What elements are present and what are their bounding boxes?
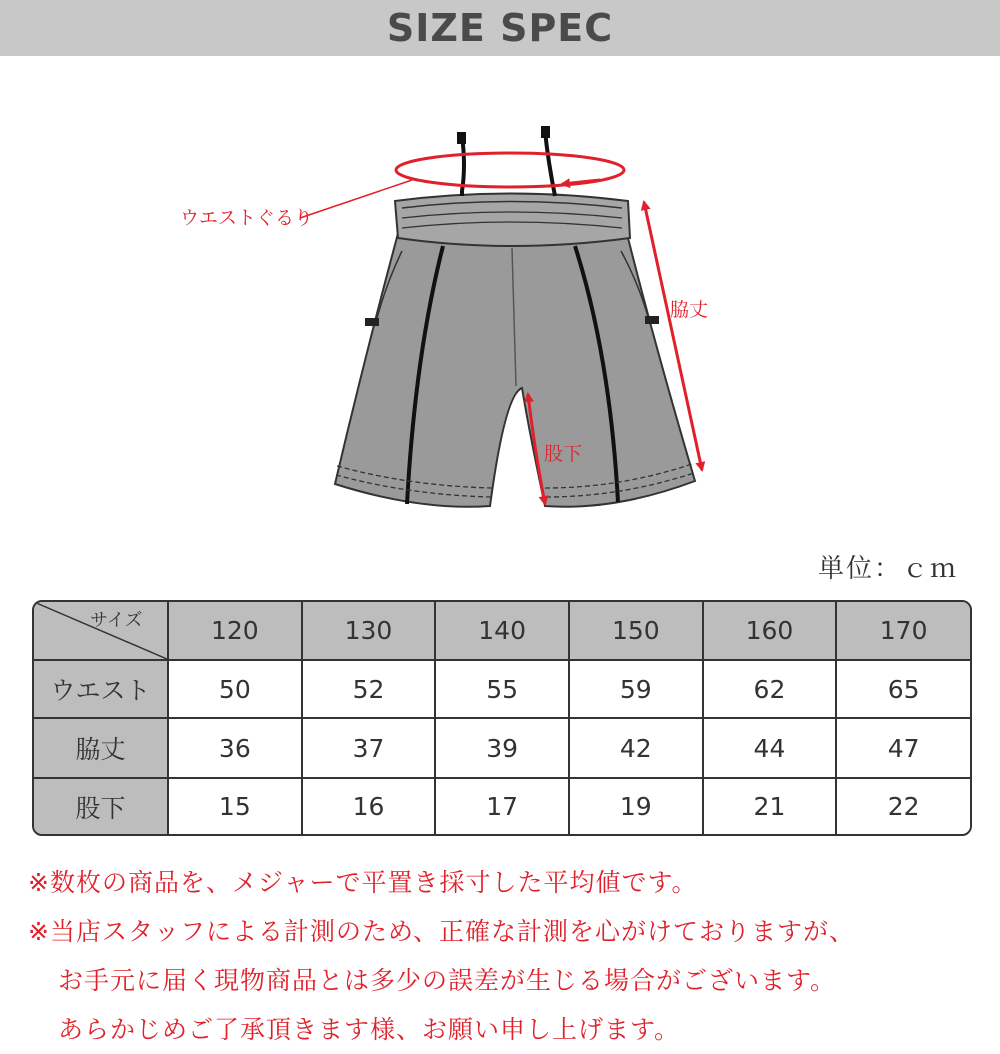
table-cell: 22 — [836, 778, 970, 834]
table-row-side-length — [34, 718, 970, 778]
table-cell: 55 — [435, 660, 569, 718]
table-cell: 36 — [168, 718, 302, 778]
inseam-label: 股下 — [544, 443, 583, 465]
table-header-row — [34, 602, 970, 660]
size-column-header: 170 — [836, 602, 970, 660]
table-cell: 37 — [302, 718, 436, 778]
table-cell: 16 — [302, 778, 436, 834]
notes-section — [28, 858, 988, 1054]
size-column-header: 130 — [302, 602, 436, 660]
row-label: 股下 — [34, 778, 168, 834]
table-cell: 52 — [302, 660, 436, 718]
table-cell: 65 — [836, 660, 970, 718]
table-row-inseam — [34, 778, 970, 834]
table-cell: 15 — [168, 778, 302, 834]
size-column-header: 140 — [435, 602, 569, 660]
unit-label: 単位：ｃｍ — [817, 554, 958, 584]
side-length-label: 脇丈 — [670, 299, 709, 321]
size-column-header: 150 — [569, 602, 703, 660]
header-bar — [0, 0, 1000, 56]
note-line: お手元に届く現物商品とは多少の誤差が生じる場合がございます。 — [58, 966, 837, 995]
row-label: 脇丈 — [34, 718, 168, 778]
size-table — [32, 600, 972, 836]
size-column-header: 120 — [168, 602, 302, 660]
table-corner-cell — [34, 602, 168, 660]
table-cell: 21 — [703, 778, 837, 834]
table-cell: 62 — [703, 660, 837, 718]
note-line: ※当店スタッフによる計測のため、正確な計測を心がけておりますが、 — [28, 917, 855, 946]
table-cell: 44 — [703, 718, 837, 778]
table-cell: 50 — [168, 660, 302, 718]
table-cell: 17 — [435, 778, 569, 834]
size-header-label: サイズ — [90, 610, 143, 631]
size-column-header: 160 — [703, 602, 837, 660]
table-cell: 47 — [836, 718, 970, 778]
note-line: あらかじめご了承頂きます様、お願い申し上げます。 — [58, 1015, 681, 1044]
note-line: ※数枚の商品を、メジャーで平置き採寸した平均値です。 — [28, 868, 698, 897]
page-title: SIZE SPEC — [386, 6, 614, 50]
table-cell: 42 — [569, 718, 703, 778]
table-row-waist — [34, 660, 970, 718]
shorts-body — [335, 194, 695, 507]
table-cell: 39 — [435, 718, 569, 778]
table-cell: 19 — [569, 778, 703, 834]
waist-label: ウエストぐるり — [180, 207, 314, 229]
shorts-diagram — [0, 56, 1000, 546]
row-label: ウエスト — [34, 660, 168, 718]
table-cell: 59 — [569, 660, 703, 718]
